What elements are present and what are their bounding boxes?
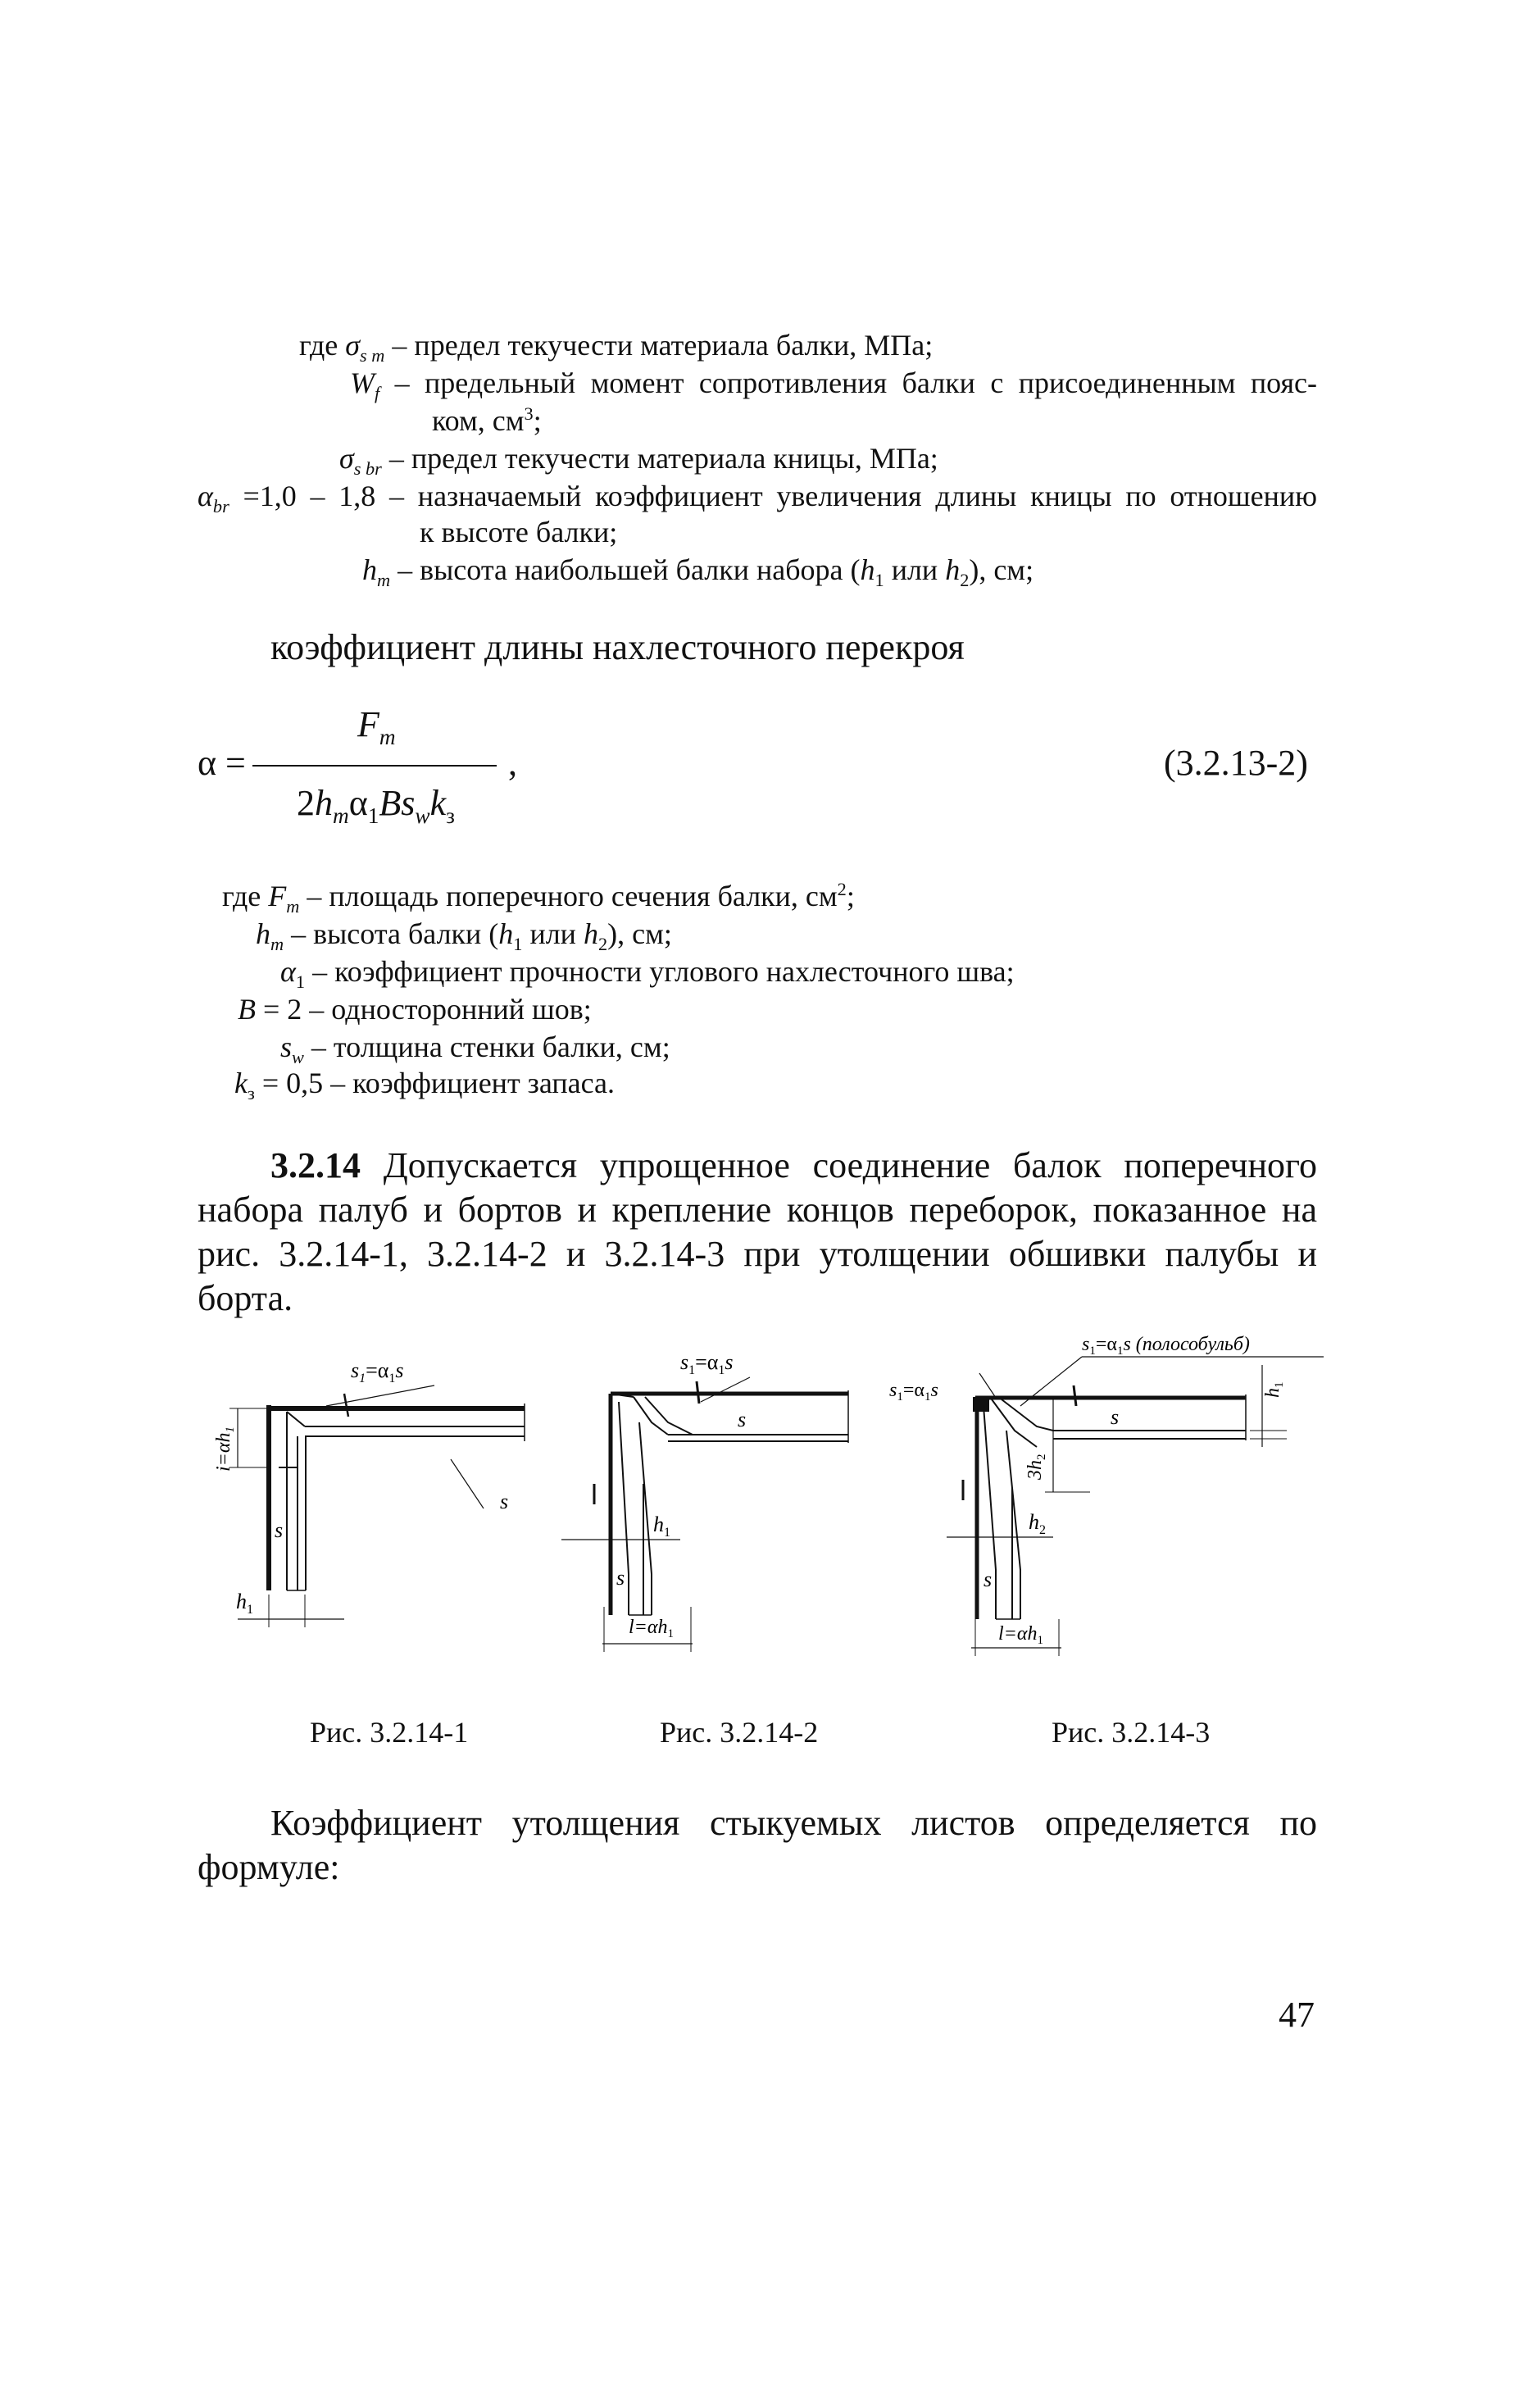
figure-3-2-14-2 bbox=[561, 1344, 889, 1656]
fig2-label-s1: $s_1=\alpha_1s$ bbox=[680, 1350, 734, 1377]
fig3-label-s-deck: s bbox=[1111, 1405, 1120, 1429]
fig3-label-s1: $s_1=\alpha_1s$ bbox=[889, 1380, 938, 1404]
def1-line-6: к высоте балки; bbox=[420, 516, 618, 548]
caption-3-2-14-2: Рис. 3.2.14-2 bbox=[660, 1716, 819, 1749]
def1-line-1: где $\sigma_{s m}$ – предел текучести материала балки, МПа; bbox=[299, 329, 934, 366]
section-para-line-2: набора палуб и бортов и крепление концов переборок, показанное на bbox=[198, 1190, 1317, 1230]
figure-3-2-14-1 bbox=[205, 1344, 549, 1640]
section-heading: коэффициент длины нахлесточного перекроя bbox=[270, 627, 965, 667]
def1-line-2: $W_f$ – предельный момент сопротивления балки с присоединенным пояс- bbox=[350, 366, 1317, 404]
formula-denominator: $2h_m\alpha_1Bs_wk_з$ bbox=[297, 783, 455, 828]
formula-numerator: $F_m$ bbox=[357, 704, 396, 749]
fig3-label-s-frame: s bbox=[984, 1567, 993, 1591]
fig2-label-h1: $h_1$ bbox=[653, 1513, 670, 1540]
section-para-line-1: 3.2.14 Допускается упрощенное соединение балок поперечного bbox=[270, 1145, 1317, 1185]
def1-line-3: ком, $см^3$; bbox=[432, 403, 542, 437]
closing-line-1: Коэффициент утолщения стыкуемых листов определяется по bbox=[270, 1803, 1317, 1843]
fig2-label-l: $l=\alpha h_1$ bbox=[629, 1617, 674, 1640]
fig3-label-h2: $h_2$ bbox=[1029, 1510, 1046, 1537]
def1-line-4: $\sigma_{s br}$ – предел текучести материала кницы, МПа; bbox=[339, 442, 938, 480]
fig1-label-i: $i=\alpha h_1$ bbox=[213, 1426, 237, 1472]
def2-line-3: $\alpha_1$ – коэффициент прочности углового нахлесточного шва; bbox=[280, 955, 1015, 993]
section-para-line-3: рис. 3.2.14-1, 3.2.14-2 и 3.2.14-3 при утолщении обшивки палубы и bbox=[198, 1234, 1317, 1274]
caption-3-2-14-3: Рис. 3.2.14-3 bbox=[1052, 1716, 1211, 1749]
fig3-label-top: $s_1=\alpha_1s$ (полособульб) bbox=[1082, 1334, 1250, 1358]
formula-comma: , bbox=[508, 743, 517, 783]
section-para-line-4: борта. bbox=[198, 1278, 293, 1318]
formula-lhs: α = bbox=[198, 743, 246, 783]
fig2-label-s-frame: s bbox=[616, 1566, 625, 1590]
closing-line-2: формуле: bbox=[198, 1847, 340, 1887]
fig3-label-3h2: $3h_2$ bbox=[1024, 1454, 1048, 1480]
def2-line-5: $s_w$ – толщина стенки балки, см; bbox=[280, 1030, 670, 1068]
section-number: 3.2.14 bbox=[270, 1145, 361, 1185]
fraction-bar bbox=[252, 765, 497, 767]
def2-line-4: B = 2 – односторонний шов; bbox=[238, 993, 592, 1026]
figure-3-2-14-3 bbox=[877, 1324, 1336, 1660]
def2-line-2: $h_m$ – высота балки ($h_1$ или $h_2$), см; bbox=[256, 917, 672, 955]
def2-line-6: $k_з = 0,5$ – коэффициент запаса. bbox=[234, 1067, 616, 1104]
fig1-label-s-beam: s bbox=[500, 1490, 509, 1513]
caption-3-2-14-1: Рис. 3.2.14-1 bbox=[310, 1716, 469, 1749]
def1-line-7: $h_m$ – высота наибольшей балки набора ($h_1$ или $h_2$), см; bbox=[362, 553, 1034, 591]
fig3-label-l: $l=\alpha h_1$ bbox=[998, 1623, 1043, 1647]
fig1-label-s1: $s_1=\alpha_1s$ bbox=[351, 1358, 404, 1385]
def2-line-1: где $F_m$ – площадь поперечного сечения балки, $см^2$; bbox=[222, 879, 855, 917]
fig3-label-h1: $h_1$ bbox=[1262, 1381, 1286, 1398]
def1-line-5: $\alpha_{br} =1,0 - 1,8$ – назначаемый коэффициент увеличения длины кницы по отношению bbox=[198, 480, 1317, 517]
fig1-label-s-frame: s bbox=[275, 1518, 284, 1542]
page-number: 47 bbox=[1279, 1995, 1315, 2035]
fig2-label-s-deck: s bbox=[738, 1408, 747, 1431]
formula-number: (3.2.13-2) bbox=[1164, 743, 1308, 783]
fig1-label-h1: $h_1$ bbox=[236, 1590, 253, 1617]
